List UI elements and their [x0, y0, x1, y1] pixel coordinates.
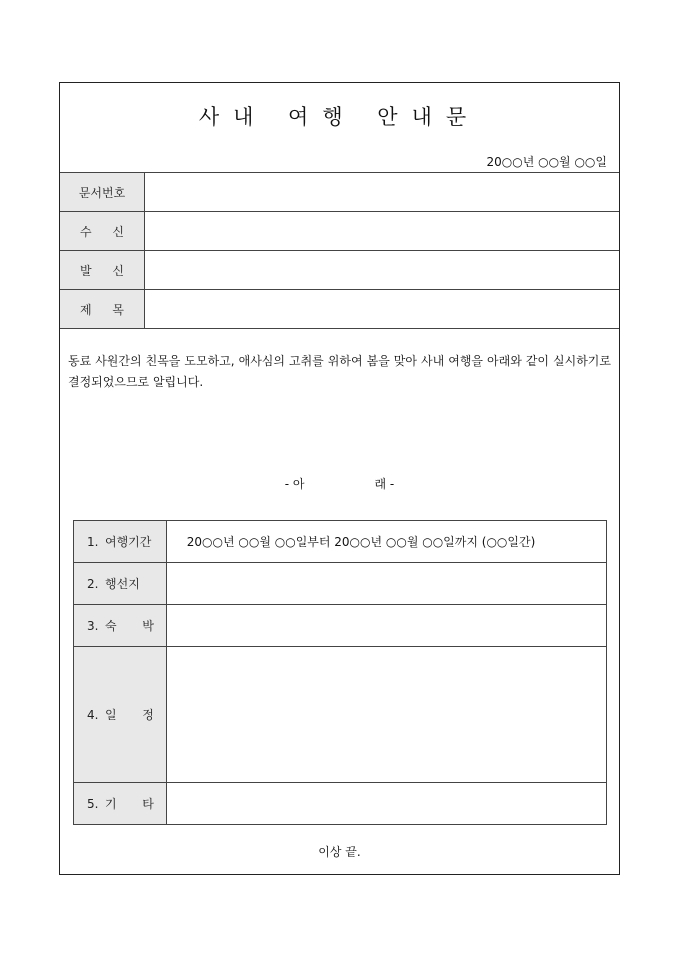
detail-row-lodging [74, 605, 607, 647]
recipient-label: 수 신 [60, 212, 145, 251]
header-row-subject [60, 290, 619, 329]
detail-row-period [74, 521, 607, 563]
lodging-value[interactable] [166, 605, 606, 647]
header-info-table [60, 172, 619, 329]
period-value[interactable]: 20○○년 ○○월 ○○일부터 20○○년 ○○월 ○○일까지 (○○일간) [166, 521, 606, 563]
destination-value[interactable] [166, 563, 606, 605]
subject-label: 제 목 [60, 290, 145, 329]
sender-value[interactable] [145, 251, 620, 290]
header-row-doc-number [60, 173, 619, 212]
document-title: 사내 여행 안내문 [198, 105, 481, 129]
detail-row-destination [74, 563, 607, 605]
destination-label: 2. 행 선 지 [74, 563, 167, 605]
detail-table [73, 520, 607, 825]
schedule-value[interactable] [166, 647, 606, 783]
period-label: 1. 여행기간 [74, 521, 167, 563]
sender-label: 발 신 [60, 251, 145, 290]
doc-number-value[interactable] [145, 173, 620, 212]
schedule-label: 4. 일 정 [74, 647, 167, 783]
closing-text: 이상 끝. [318, 845, 361, 859]
section-heading: - 아 래 - [284, 477, 395, 491]
other-value[interactable] [166, 783, 606, 825]
lodging-label: 3. 숙 박 [74, 605, 167, 647]
other-label: 5. 기 타 [74, 783, 167, 825]
header-row-sender [60, 251, 619, 290]
body-paragraph: 동료 사원간의 친목을 도모하고, 애사심의 고취를 위하여 봄을 맞아 사내 여행을 아래와 같이 실시하기로 결정되었으므로 알립니다. [68, 354, 611, 389]
document-date: 20○○년 ○○월 ○○일 [486, 155, 607, 169]
detail-row-schedule [74, 647, 607, 783]
recipient-value[interactable] [145, 212, 620, 251]
detail-row-other [74, 783, 607, 825]
doc-number-label: 문서번호 [60, 173, 145, 212]
subject-value[interactable] [145, 290, 620, 329]
header-row-recipient [60, 212, 619, 251]
document-frame [59, 82, 620, 875]
